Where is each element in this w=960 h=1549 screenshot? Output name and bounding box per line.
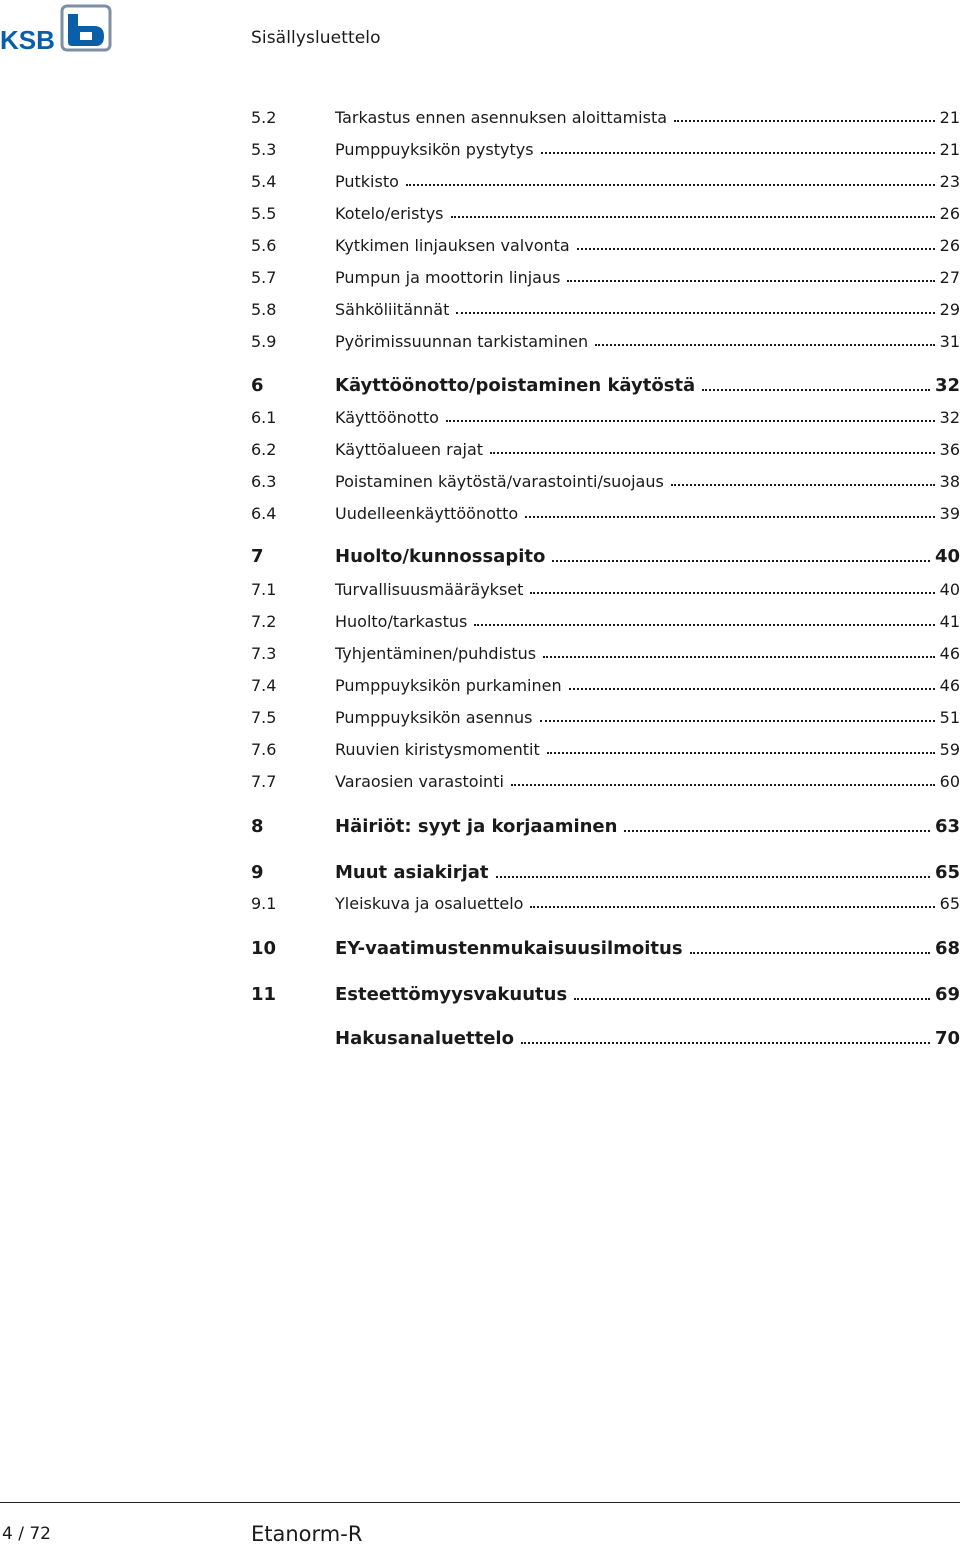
toc-title: Kotelo/eristys <box>335 204 444 223</box>
toc-number: 6.4 <box>251 504 277 523</box>
toc-title: Käyttöönotto/poistaminen käytöstä <box>335 375 696 396</box>
toc-section-row[interactable] <box>251 580 960 599</box>
toc-title: Putkisto <box>335 172 399 191</box>
toc-section-row[interactable] <box>251 408 960 427</box>
toc-leader-dots <box>552 558 930 562</box>
toc-title: Huolto/tarkastus <box>335 612 468 631</box>
toc-page-number: 36 <box>939 440 960 459</box>
toc-leader-dots <box>595 342 934 346</box>
toc-leader-dots <box>541 150 935 154</box>
toc-title: Poistaminen käytöstä/varastointi/suojaus <box>335 472 664 491</box>
toc-number: 7 <box>251 546 264 567</box>
toc-page-number: 70 <box>934 1028 960 1049</box>
toc-number: 9 <box>251 862 264 883</box>
toc-leader-dots <box>490 450 935 454</box>
toc-section-row[interactable] <box>251 172 960 191</box>
toc-leader-dots <box>624 828 929 832</box>
toc-section-row[interactable] <box>251 332 960 351</box>
toc-title: Huolto/kunnossapito <box>335 546 546 567</box>
ksb-logo <box>0 2 116 52</box>
toc-number: 6.3 <box>251 472 277 491</box>
toc-page-number: 32 <box>934 375 960 396</box>
toc-leader-dots <box>577 246 935 250</box>
toc-page-number: 40 <box>934 546 960 567</box>
toc-title: Pumppuyksikön asennus <box>335 708 533 727</box>
toc-page-number: 59 <box>939 740 960 759</box>
toc-chapter-row[interactable] <box>251 375 960 396</box>
toc-title: Sähköliitännät <box>335 300 450 319</box>
toc-leader-dots <box>569 686 935 690</box>
page-title: Sisällysluettelo <box>251 28 381 48</box>
toc-page-number: 31 <box>939 332 960 351</box>
toc-page-number: 63 <box>934 816 960 837</box>
toc-section-row[interactable] <box>251 504 960 523</box>
toc-title: Pumpun ja moottorin linjaus <box>335 268 561 287</box>
toc-leader-dots <box>540 718 935 722</box>
toc-leader-dots <box>525 514 934 518</box>
toc-leader-dots <box>456 310 934 314</box>
toc-number: 5.4 <box>251 172 277 191</box>
toc-page-number: 46 <box>939 676 960 695</box>
toc-title: Muut asiakirjat <box>335 862 489 883</box>
toc-number: 5.3 <box>251 140 277 159</box>
toc-title: Esteettömyysvakuutus <box>335 984 568 1005</box>
toc-leader-dots <box>496 874 930 878</box>
toc-page-number: 26 <box>939 236 960 255</box>
toc-number: 7.2 <box>251 612 277 631</box>
toc-leader-dots <box>511 782 935 786</box>
toc-section-row[interactable] <box>251 268 960 287</box>
toc-leader-dots <box>674 118 935 122</box>
toc-leader-dots <box>574 996 930 1000</box>
toc-leader-dots <box>406 182 935 186</box>
toc-section-row[interactable] <box>251 740 960 759</box>
toc-section-row[interactable] <box>251 140 960 159</box>
ksb-logo-graphic <box>0 2 116 52</box>
toc-number: 7.1 <box>251 580 277 599</box>
toc-page-number: 51 <box>939 708 960 727</box>
toc-leader-dots <box>451 214 935 218</box>
toc-title: Pumppuyksikön pystytys <box>335 140 534 159</box>
toc-title: Häiriöt: syyt ja korjaaminen <box>335 816 618 837</box>
toc-title: Kytkimen linjauksen valvonta <box>335 236 570 255</box>
toc-page-number: 65 <box>934 862 960 883</box>
toc-leader-dots <box>530 590 934 594</box>
toc-number: 7.3 <box>251 644 277 663</box>
toc-title: Uudelleenkäyttöönotto <box>335 504 519 523</box>
toc-title: Käyttöönotto <box>335 408 439 427</box>
toc-number: 7.6 <box>251 740 277 759</box>
toc-leader-dots <box>521 1040 930 1044</box>
toc-section-row[interactable] <box>251 108 960 127</box>
toc-title: Yleiskuva ja osaluettelo <box>335 894 524 913</box>
toc-leader-dots <box>530 904 934 908</box>
toc-chapter-row[interactable] <box>251 546 960 567</box>
toc-page-number: 29 <box>939 300 960 319</box>
toc-number: 5.9 <box>251 332 277 351</box>
toc-page-number: 27 <box>939 268 960 287</box>
toc-page-number: 65 <box>939 894 960 913</box>
toc-page-number: 32 <box>939 408 960 427</box>
toc-section-row[interactable] <box>251 708 960 727</box>
toc-page-number: 21 <box>939 140 960 159</box>
toc-page-number: 38 <box>939 472 960 491</box>
toc-page-number: 41 <box>939 612 960 631</box>
footer-divider <box>0 1502 960 1503</box>
toc-number: 10 <box>251 938 277 959</box>
toc-page-number: 39 <box>939 504 960 523</box>
toc-title: Turvallisuusmääräykset <box>335 580 524 599</box>
toc-number: 6.1 <box>251 408 277 427</box>
toc-number: 5.7 <box>251 268 277 287</box>
toc-title: Tyhjentäminen/puhdistus <box>335 644 537 663</box>
toc-number: 6 <box>251 375 264 396</box>
toc-section-row[interactable] <box>251 676 960 695</box>
toc-title: Pyörimissuunnan tarkistaminen <box>335 332 589 351</box>
toc-page-number: 68 <box>934 938 960 959</box>
toc-number: 7.4 <box>251 676 277 695</box>
toc-chapter-row[interactable] <box>251 862 960 883</box>
toc-page-number: 23 <box>939 172 960 191</box>
toc-section-row[interactable] <box>251 204 960 223</box>
toc-section-row[interactable] <box>251 772 960 791</box>
toc-section-row[interactable] <box>251 894 960 913</box>
toc-leader-dots <box>547 750 935 754</box>
toc-chapter-row[interactable] <box>251 938 960 959</box>
toc-title: Ruuvien kiristysmomentit <box>335 740 540 759</box>
toc-leader-dots <box>671 482 935 486</box>
toc-page-number: 40 <box>939 580 960 599</box>
toc-number: 7.5 <box>251 708 277 727</box>
toc-leader-dots <box>690 950 930 954</box>
toc-leader-dots <box>474 622 934 626</box>
toc-number: 11 <box>251 984 277 1005</box>
toc-title: Hakusanaluettelo <box>335 1028 514 1049</box>
toc-section-row[interactable] <box>251 612 960 631</box>
toc-number: 5.6 <box>251 236 277 255</box>
toc-title: Pumppuyksikön purkaminen <box>335 676 562 695</box>
toc-number: 5.2 <box>251 108 277 127</box>
toc-leader-dots <box>702 387 930 391</box>
footer-product-name: Etanorm-R <box>251 1522 363 1546</box>
toc-chapter-row[interactable] <box>251 816 960 837</box>
toc-number: 8 <box>251 816 264 837</box>
ksb-logo-text: KSB <box>0 25 55 52</box>
toc-leader-dots <box>567 278 934 282</box>
toc-page-number: 69 <box>934 984 960 1005</box>
toc-title: Käyttöalueen rajat <box>335 440 484 459</box>
toc-number: 5.5 <box>251 204 277 223</box>
toc-section-row[interactable] <box>251 300 960 319</box>
footer-page-indicator: 4 / 72 <box>2 1524 51 1544</box>
toc-number: 6.2 <box>251 440 277 459</box>
toc-number: 5.8 <box>251 300 277 319</box>
toc-chapter-row[interactable] <box>251 1028 960 1049</box>
toc-leader-dots <box>446 418 935 422</box>
toc-section-row[interactable] <box>251 472 960 491</box>
toc-number: 9.1 <box>251 894 277 913</box>
toc-page-number: 26 <box>939 204 960 223</box>
toc-section-row[interactable] <box>251 440 960 459</box>
toc-page-number: 60 <box>939 772 960 791</box>
toc-chapter-row[interactable] <box>251 984 960 1005</box>
toc-section-row[interactable] <box>251 236 960 255</box>
toc-page-number: 46 <box>939 644 960 663</box>
toc-number: 7.7 <box>251 772 277 791</box>
toc-title: Tarkastus ennen asennuksen aloittamista <box>335 108 668 127</box>
toc-title: EY-vaatimustenmukaisuusilmoitus <box>335 938 683 959</box>
toc-leader-dots <box>543 654 935 658</box>
toc-page-number: 21 <box>939 108 960 127</box>
toc-title: Varaosien varastointi <box>335 772 504 791</box>
toc-section-row[interactable] <box>251 644 960 663</box>
